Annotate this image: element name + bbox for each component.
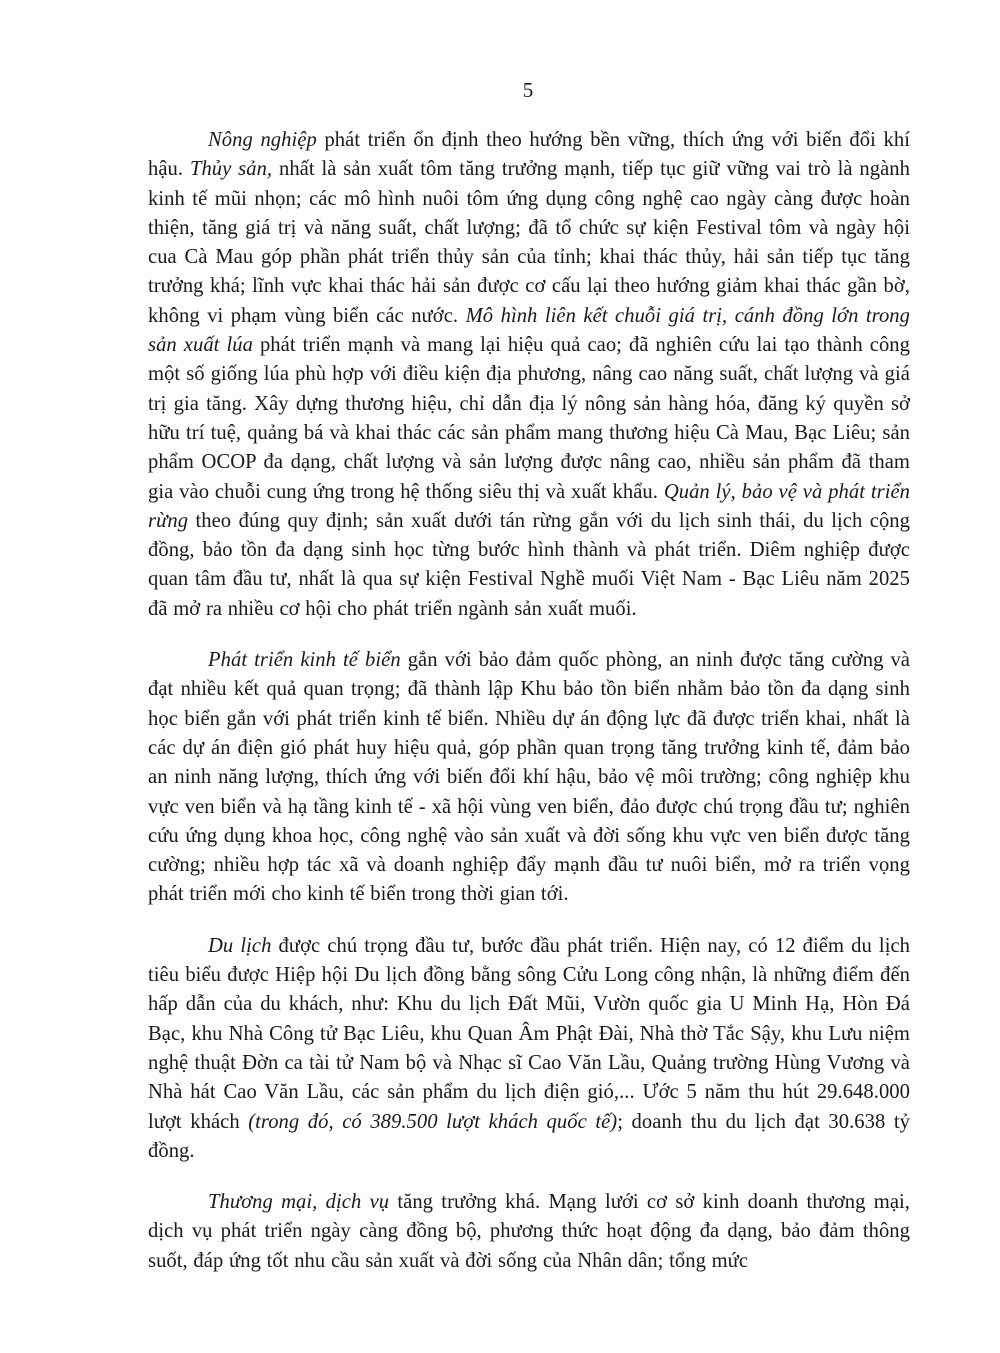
inline-heading: Thương mại, dịch vụ bbox=[208, 1191, 390, 1214]
text-run: gắn với bảo đảm quốc phòng, an ninh được tăng cường và đạt nhiều kết quả quan trọng; đã thành lập Khu bảo tồn biển nhằm bảo tồn đa dạng sinh học biển gắn với phát triển kinh tế biển. Nhiều dự án động lực đã được triển khai, nhất là các dự án điện gió phát huy hiệu quả, góp phần quan trọng tăng trưởng kinh tế, đảm bảo an ninh năng lượng, thích ứng với biến đổi khí hậu, bảo vệ môi trường; công nghiệp khu vực ven biển và hạ tầng kinh tế - xã hội vùng ven biển, đảo được chú trọng đầu tư; nghiên cứu ứng dụng khoa học, công nghệ vào sản xuất và đời sống khu vực ven biển được tăng cường; nhiều hợp tác xã và doanh nghiệp đẩy mạnh đầu tư nuôi biển, mở ra triển vọng phát triển mới cho kinh tế biển trong thời gian tới. bbox=[148, 649, 910, 906]
paragraph-tourism bbox=[148, 932, 910, 1166]
text-run: được chú trọng đầu tư, bước đầu phát triển. Hiện nay, có 12 điểm du lịch tiêu biểu được Hiệp hội Du lịch đồng bằng sông Cửu Long công nhận, là những điểm đến hấp dẫn của du khách, như: Khu du lịch Đất Mũi, Vườn quốc gia U Minh Hạ, Hòn Đá Bạc, khu Nhà Công tử Bạc Liêu, khu Quan Âm Phật Đài, Nhà thờ Tắc Sậy, khu Lưu niệm nghệ thuật Đờn ca tài tử Nam bộ và Nhạc sĩ Cao Văn Lầu, Quảng trường Hùng Vương và Nhà hát Cao Văn Lầu, các sản phẩm du lịch điện gió,... Ước 5 năm thu hút 29.648.000 lượt khách bbox=[148, 934, 910, 1133]
inline-heading: Thủy sản, bbox=[189, 158, 273, 181]
text-run: tăng trưởng khá. Mạng lưới cơ sở kinh doanh thương mại, dịch vụ phát triển ngày càng đồng bộ, phương thức hoạt động đa dạng, bảo đảm thông suốt, đáp ứng tốt nhu cầu sản xuất và đời sống của Nhân dân; tổng mức bbox=[148, 1191, 910, 1272]
text-run: theo đúng quy định; sản xuất dưới tán rừng gắn với du lịch sinh thái, du lịch cộng đồng, bảo tồn đa dạng sinh học từng bước hình thành và phát triển. Diêm nghiệp được quan tâm đầu tư, nhất là qua sự kiện Festival Nghề muối Việt Nam - Bạc Liêu năm 2025 đã mở ra nhiều cơ hội cho phát triển ngành sản xuất muối. bbox=[148, 509, 910, 620]
page-number: 5 bbox=[522, 78, 534, 102]
body-text bbox=[148, 126, 910, 1298]
inline-heading: Phát triển kinh tế biển bbox=[208, 649, 401, 672]
text-run: ; doanh thu du lịch đạt 30.638 tỷ đồng. bbox=[148, 1110, 910, 1162]
inline-heading: Nông nghiệp bbox=[208, 129, 317, 151]
paragraph-trade-services bbox=[148, 1188, 910, 1276]
inline-heading: Quản lý, bảo vệ và phát triển rừng bbox=[148, 480, 911, 532]
paragraph-marine-economy bbox=[148, 646, 910, 910]
inline-heading: Du lịch bbox=[208, 934, 272, 957]
text-run: phát triển mạnh và mang lại hiệu quả cao; đã nghiên cứu lai tạo thành công một số giống lúa phù hợp với điều kiện địa phương, nâng cao năng suất, chất lượng và giá trị gia tăng. Xây dựng thương hiệu, chỉ dẫn địa lý nông sản hàng hóa, đăng ký quyền sở hữu trí tuệ, quảng bá và khai thác các sản phẩm mang thương hiệu Cà Mau, Bạc Liêu; sản phẩm OCOP đa dạng, chất lượng và sản lượng được nâng cao, nhiều sản phẩm đã tham gia vào chuỗi cung ứng trong hệ thống siêu thị và xuất khẩu. bbox=[148, 334, 910, 503]
text-run: nhất là sản xuất tôm tăng trưởng mạnh, tiếp tục giữ vững vai trò là ngành kinh tế mũi nhọn; các mô hình nuôi tôm ứng dụng công nghệ cao ngày càng được hoàn thiện, tăng giá trị và năng suất, chất lượng; đã tổ chức sự kiện Festival tôm và ngày hội cua Cà Mau góp phần phát triển thủy sản của tỉnh; khai thác thủy, hải sản tiếp tục tăng trưởng khá; lĩnh vực khai thác hải sản được cơ cấu lại theo hướng giảm khai thác gần bờ, không vi phạm vùng biển các nước. bbox=[148, 158, 911, 327]
inline-note: (trong đó, có 389.500 lượt khách quốc tế) bbox=[248, 1110, 618, 1133]
paragraph-agriculture bbox=[148, 126, 910, 624]
text-run: phát triển ổn định theo hướng bền vững, thích ứng với biến đổi khí hậu. bbox=[148, 129, 910, 181]
inline-heading: Mô hình liên kết chuỗi giá trị, cánh đồng lớn trong sản xuất lúa bbox=[148, 304, 910, 357]
